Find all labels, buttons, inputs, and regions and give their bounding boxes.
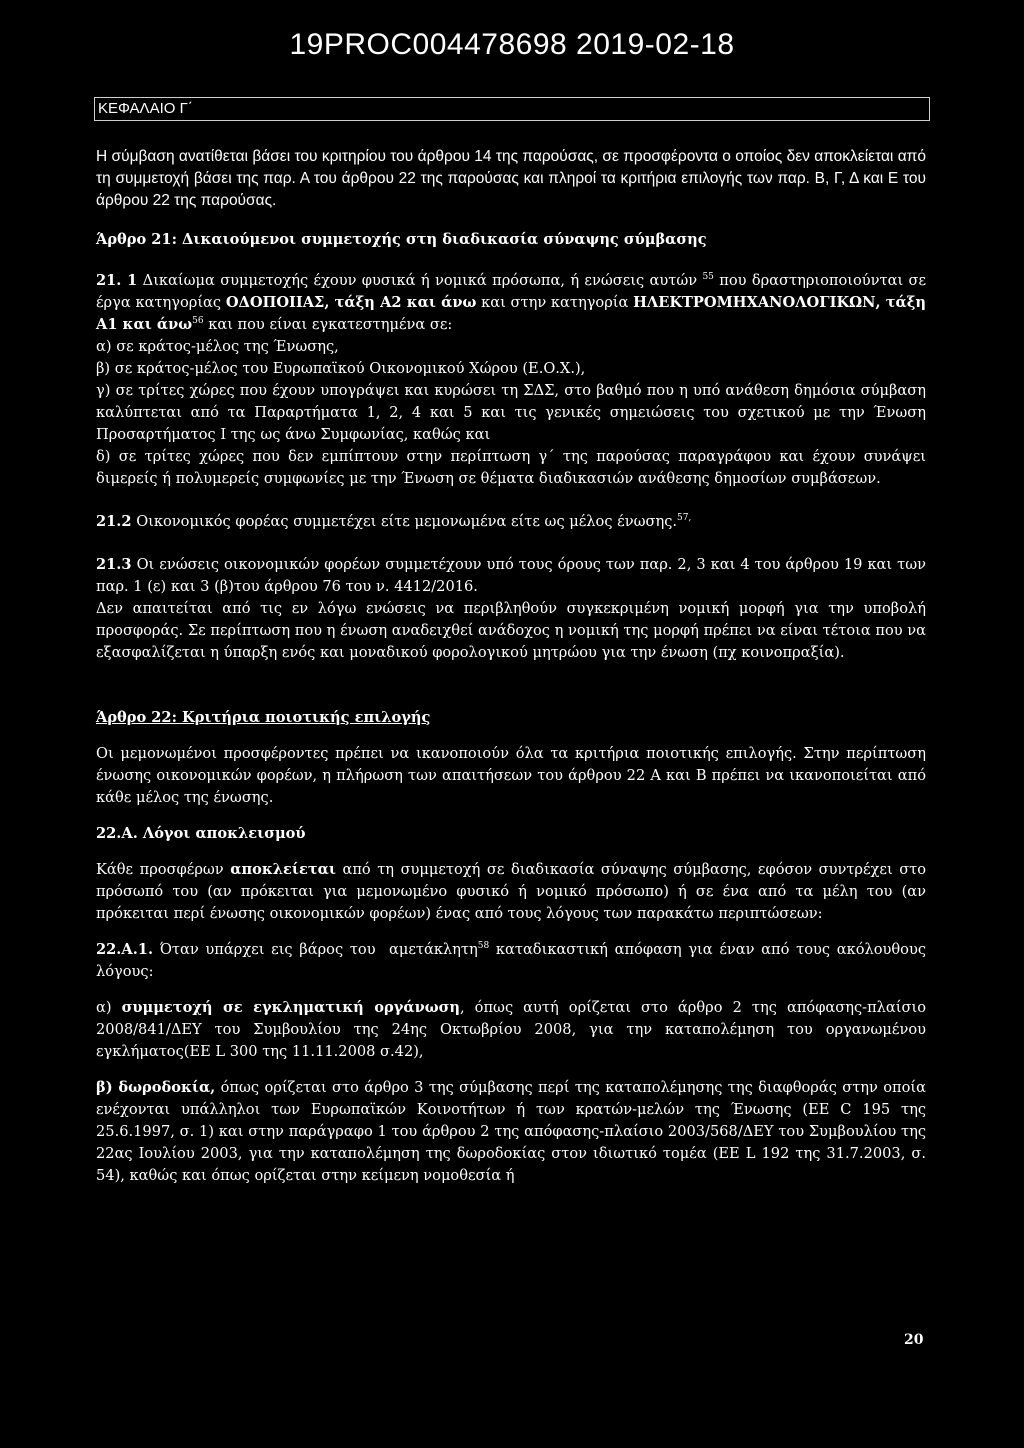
article-21-2-paragraph — [96, 511, 926, 533]
text-span: και στην κατηγορία — [481, 294, 629, 311]
text-span: και που είναι εγκατεστημένα σε: — [208, 316, 453, 333]
text-span: όπως ορίζεται στο άρθρο 3 της σύμβασης περί της καταπολέμησης της διαφθοράς στην οποία ενέχονται υπάλληλοι των Ευρωπαϊκών Κοινοτήτων ή των κρατών-μελών της Ένωσης (ΕΕ C 195 της 25.6.1997, σ. 1) και στην παράγραφο 1 του άρθρου 2 της απόφασης-πλαίσιο 2003/568/ΔΕΥ του Συμβουλίου της 22ας Ιουλίου 2003, για την καταπολέμηση της δωροδοκίας στον ιδιωτικό τομέα (ΕΕ L 192 της 31.7.2003, σ. 54), καθώς και όπως ορίζεται στην κείμενη νομοθεσία ή — [96, 1079, 927, 1184]
article-22-a-title: 22.Α. Λόγοι αποκλεισμού — [96, 825, 306, 842]
paragraph-number: 22.Α.1. — [96, 941, 154, 958]
paragraph-number: 21.3 — [96, 556, 132, 573]
intro-paragraph: Η σύμβαση ανατίθεται βάσει του κριτηρίου του άρθρου 14 της παρούσας, σε προσφέροντα ο οποίος δεν αποκλείεται από τη συμμετοχή βάσει της παρ. Α του άρθρου 22 της παρούσας και πληροί τα κριτήρια επιλογής των παρ. Β, Γ, Δ και Ε του άρθρου 22 της παρούσας. — [96, 148, 926, 209]
category-1: ΟΔΟΠΟΙΙΑΣ, τάξη Α2 και άνω — [225, 294, 477, 311]
text-span: , όπως αυτή ορίζεται στο άρθρο 2 της απόφασης-πλαίσιο 2008/841/ΔΕΥ του Συμβουλίου της 24ης Οκτωβρίου 2008, για την καταπολέμηση του οργανωμένου εγκλήματος(ΕΕ L 300 της 11.11.2008 σ.42), — [96, 999, 926, 1060]
article-21-title: Άρθρο 21: Δικαιούμενοι συμμετοχής στη διαδικασία σύναψης σύμβασης — [96, 231, 707, 248]
article-22-a-paragraph — [96, 859, 926, 925]
text-span: που δραστηριοποιούνται σε έργα κατηγορίας — [96, 272, 927, 311]
page-number: 20 — [904, 1332, 924, 1348]
ground-beta-title: β) δωροδοκία, — [96, 1079, 216, 1096]
list-item-a: α) σε κράτος-μέλος της Ένωσης, — [96, 338, 339, 355]
text-span: από τη συμμετοχή σε διαδικασία σύναψης σύμβασης, εφόσον συντρέχει στο πρόσωπό του (αν πρόκειται για μεμονωμένο φυσικό ή νομικό πρόσωπο) ή σε ένα από τα μέλη του (αν πρόκειται περί ένωσης οικονομικών φορέων) ένας από τους λόγους των παρακάτω περιπτώσεων: — [96, 861, 927, 922]
article-21-3-paragraph-2: Δεν απαιτείται από τις εν λόγω ενώσεις να περιβληθούν συγκεκριμένη νομική μορφή για την υποβολή προσφοράς. Σε περίπτωση που η ένωση αναδειχθεί ανάδοχος η νομική της μορφή πρέπει να είναι τέτοια που να εξασφαλίζεται η ύπαρξη ενός και μοναδικού φορολογικού μητρώου για την ένωση (πχ κοινοπραξία). — [96, 600, 926, 661]
article-21-3-paragraph — [96, 554, 926, 598]
article-22-a-1-paragraph — [96, 939, 926, 983]
chapter-heading: ΚΕΦΑΛΑΙΟ Γ΄ — [94, 97, 930, 121]
category-2: ΗΛΕΚΤΡΟΜΗΧΑΝΟΛΟΓΙΚΩΝ, τάξη Α1 και άνω — [96, 294, 927, 333]
document-body — [96, 146, 926, 1187]
paragraph-number: 21.2 — [96, 513, 132, 530]
article-21-1-paragraph — [96, 270, 926, 336]
ground-beta-paragraph — [96, 1077, 926, 1187]
text-span: Οικονομικός φορέας συμμετέχει είτε μεμονωμένα είτε ως μέλος ένωσης. — [136, 513, 678, 530]
text-span: Δικαίωμα συμμετοχής έχουν φυσικά ή νομικά πρόσωπα, ή ενώσεις αυτών — [142, 272, 698, 289]
footnote-ref-55: 55 — [702, 272, 714, 283]
text-span: αμετάκλητη — [388, 941, 478, 958]
list-item-c: γ) σε τρίτες χώρες που έχουν υπογράψει και κυρώσει τη ΣΔΣ, στο βαθμό που η υπό ανάθεση δημόσια σύμβαση καλύπτεται από τα Παραρτήματα 1, 2, 4 και 5 και τις γενικές σημειώσεις του σχετικού με την Ένωση Προσαρτήματος Ι της ως άνω Συμφωνίας, καθώς και — [96, 382, 926, 443]
footnote-ref-58: 58 — [477, 941, 490, 952]
article-22-intro: Οι μεμονωμένοι προσφέροντες πρέπει να ικανοποιούν όλα τα κριτήρια ποιοτικής επιλογής. Στην περίπτωση ένωσης οικονομικών φορέων, η πλήρωση των απαιτήσεων του άρθρου 22 Α και Β πρέπει να ικανοποιείται από κάθε μέλος της ένωσης. — [96, 745, 926, 806]
text-span: καταδικαστική απόφαση για έναν από τους ακόλουθους λόγους: — [96, 941, 927, 980]
document-id-header: 19PROC004478698 2019-02-18 — [289, 28, 735, 61]
ground-alpha-paragraph — [96, 997, 926, 1063]
list-item-d: δ) σε τρίτες χώρες που δεν εμπίπτουν στην περίπτωση γ΄ της παρούσας παραγράφου και έχουν συνάψει διμερείς ή πολυμερείς συμφωνίες με την Ένωση σε θέματα διαδικασιών ανάθεσης δημοσίων συμβάσεων. — [96, 448, 926, 487]
article-22-title: Άρθρο 22: Κριτήρια ποιοτικής επιλογής — [96, 709, 431, 726]
paragraph-number: 21. 1 — [96, 272, 138, 289]
text-span: Όταν υπάρχει εις βάρος του — [159, 941, 376, 958]
footnote-ref-56: 56 — [192, 316, 204, 327]
list-item-b: β) σε κράτος-μέλος του Ευρωπαϊκού Οικονομικού Χώρου (Ε.Ο.Χ.), — [96, 360, 586, 377]
item-label: α) — [96, 999, 112, 1016]
text-span: Κάθε προσφέρων — [96, 861, 224, 878]
ground-alpha-title: συμμετοχή σε εγκληματική οργάνωση — [121, 999, 460, 1016]
excluded-keyword: αποκλείεται — [230, 861, 336, 878]
footnote-ref-57: 57, — [677, 513, 692, 524]
text-span: Οι ενώσεις οικονομικών φορέων συμμετέχουν υπό τους όρους των παρ. 2, 3 και 4 του άρθρου 19 και των παρ. 1 (ε) και 3 (β)του άρθρου 76 του ν. 4412/2016. — [96, 556, 926, 595]
